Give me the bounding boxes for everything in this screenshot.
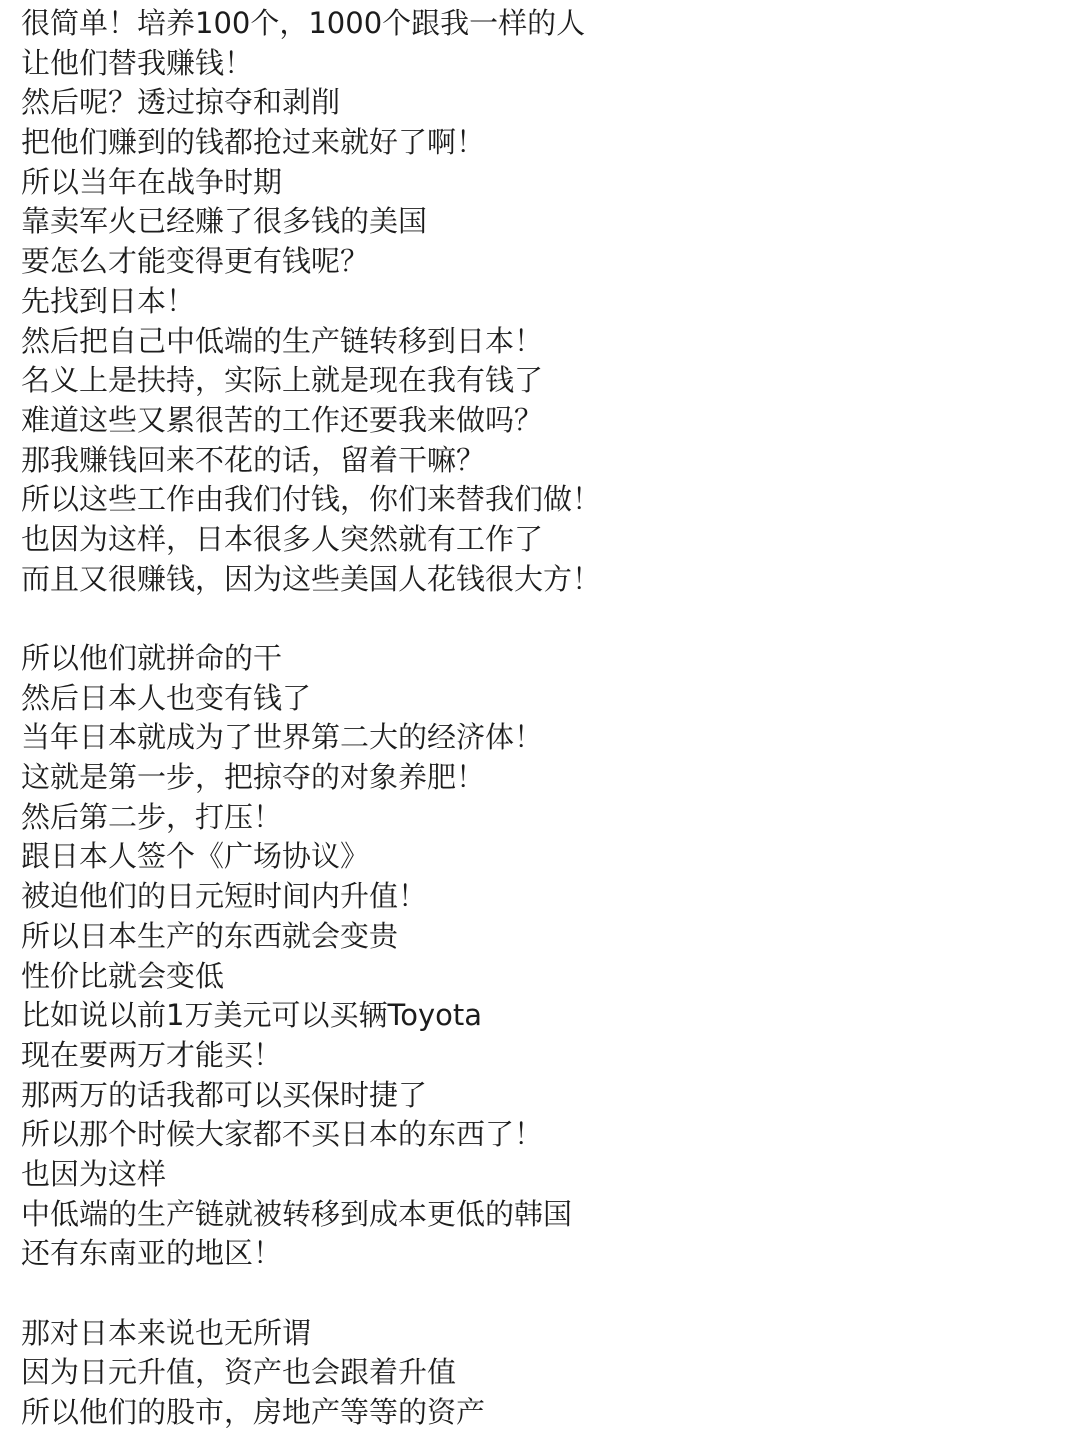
- note-body: [21, 4, 1061, 1433]
- text-line: 跟日本人签个《广场协议》: [21, 839, 370, 874]
- text-line: 然后第二步，打压！: [21, 799, 283, 834]
- text-line: 被迫他们的日元短时间内升值！: [21, 879, 428, 914]
- text-line: 然后把自己中低端的生产链转移到日本！: [21, 323, 544, 358]
- paragraph-break: [21, 599, 1061, 639]
- text-line: 所以那个时候大家都不买日本的东西了！: [21, 1117, 544, 1152]
- text-line: 然后呢？透过掠夺和剥削: [21, 85, 341, 120]
- paragraph-1: [21, 4, 1061, 599]
- text-line: 把他们赚到的钱都抢过来就好了啊！: [21, 125, 486, 160]
- text-line: 性价比就会变低: [21, 958, 225, 993]
- text-line: 难道这些又累很苦的工作还要我来做吗？: [21, 402, 544, 437]
- text-line: 所以这些工作由我们付钱，你们来替我们做！: [21, 482, 602, 517]
- text-line: 那我赚钱回来不花的话，留着干嘛？: [21, 442, 486, 477]
- text-line: 然后日本人也变有钱了: [21, 680, 312, 715]
- text-line: 让他们替我赚钱！: [21, 45, 254, 80]
- text-line: 还有东南亚的地区！: [21, 1236, 283, 1271]
- text-line: 所以当年在战争时期: [21, 164, 283, 199]
- text-line: 那两万的话我都可以买保时捷了: [21, 1077, 428, 1112]
- text-line: 名义上是扶持，实际上就是现在我有钱了: [21, 363, 544, 398]
- text-line: 靠卖军火已经赚了很多钱的美国: [21, 204, 428, 239]
- paragraph-2: [21, 639, 1061, 1274]
- text-line: 中低端的生产链就被转移到成本更低的韩国: [21, 1196, 573, 1231]
- text-line: 而且又很赚钱，因为这些美国人花钱很大方！: [21, 561, 602, 596]
- text-line: 当年日本就成为了世界第二大的经济体！: [21, 720, 544, 755]
- text-line: 所以日本生产的东西就会变贵: [21, 918, 399, 953]
- text-line: 先找到日本！: [21, 283, 196, 318]
- text-line: 比如说以前1万美元可以买辆Toyota: [21, 998, 483, 1033]
- text-line: 现在要两万才能买！: [21, 1037, 283, 1072]
- text-line: 因为日元升值，资产也会跟着升值: [21, 1355, 457, 1390]
- text-line: 所以他们就拼命的干: [21, 641, 283, 675]
- text-line: 也因为这样: [21, 1156, 167, 1191]
- text-line: 要怎么才能变得更有钱呢？: [21, 244, 370, 279]
- paragraph-break: [21, 1274, 1061, 1314]
- paragraph-3: [21, 1314, 1061, 1433]
- text-line: 很简单！培养100个，1000个跟我一样的人: [21, 6, 586, 40]
- text-line: 这就是第一步，把掠夺的对象养肥！: [21, 760, 486, 795]
- text-line: 也因为这样，日本很多人突然就有工作了: [21, 521, 544, 556]
- text-line: 那对日本来说也无所谓: [21, 1315, 312, 1350]
- text-line: 所以他们的股市，房地产等等的资产: [21, 1395, 486, 1430]
